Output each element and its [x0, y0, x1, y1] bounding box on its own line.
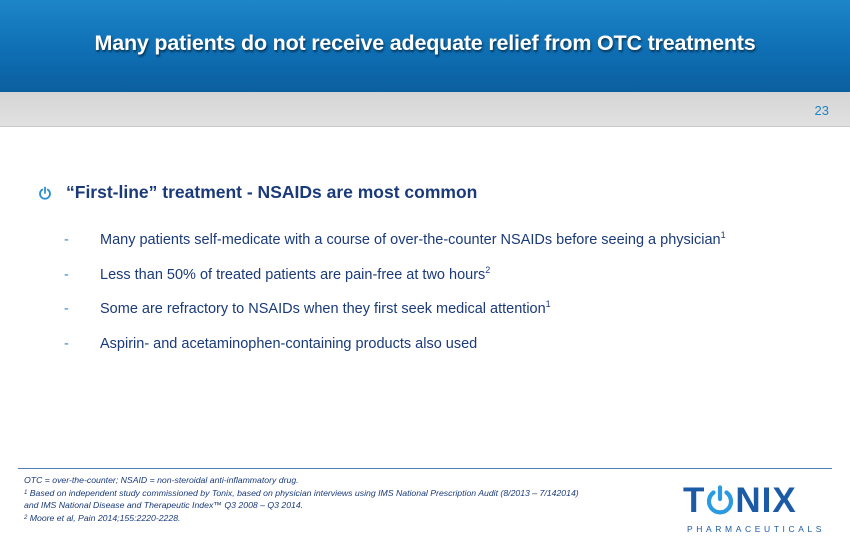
logo-subtitle: PHARMACEUTICALS: [687, 524, 826, 534]
citation-superscript: 1: [720, 230, 726, 240]
list-item: [64, 264, 726, 302]
main-bullet-text: “First-line” treatment - NSAIDs are most common: [66, 182, 478, 202]
sub-bullet-text: Many patients self-medicate with a course of over-the-counter NSAIDs before seeing a physician: [100, 232, 721, 248]
sub-bullet-text: Some are refractory to NSAIDs when they first seek medical attention: [100, 301, 546, 317]
footnote-1: $^1$ Based on independent study commissioned by Tonix, based on physician interviews using IMS National Prescription Audit (8/2013 – 7/142014): [24, 487, 579, 498]
power-bullet-icon: [38, 186, 52, 200]
footnote-2: $^2$ Moore et al, Pain 2014;155:2220-2228.: [24, 512, 181, 523]
dash-marker: -: [64, 335, 69, 352]
title-subbar: [0, 92, 850, 127]
footer-divider: [18, 468, 832, 469]
list-item: [64, 336, 726, 371]
sub-bullet-list: [64, 232, 726, 370]
citation-superscript: 1: [545, 299, 551, 309]
dash-marker: -: [64, 232, 69, 248]
title-banner: [0, 0, 850, 92]
logo-wordmark: T NIX: [683, 481, 797, 520]
sub-bullet-text: Aspirin- and acetaminophen-containing products also used: [100, 335, 478, 352]
dash-marker: -: [64, 301, 69, 317]
page-number: 23: [814, 103, 829, 118]
footnote-abbreviations: OTC = over-the-counter; NSAID = non-steroidal anti-inflammatory drug.: [24, 475, 299, 485]
citation-superscript: 2: [485, 264, 491, 275]
power-o-icon: [705, 485, 735, 515]
slide-title: Many patients do not receive adequate relief from OTC treatments: [94, 31, 756, 55]
list-item: [64, 232, 726, 267]
dash-marker: -: [64, 266, 69, 283]
tonix-logo: [683, 483, 828, 538]
sub-bullet-text: Less than 50% of treated patients are pain-free at two hours: [100, 266, 486, 283]
list-item: [64, 301, 726, 336]
footnotes: [24, 474, 674, 524]
footnote-1-continued: and IMS National Disease and Therapeutic Index™ Q3 2008 – Q3 2014.: [24, 500, 304, 510]
